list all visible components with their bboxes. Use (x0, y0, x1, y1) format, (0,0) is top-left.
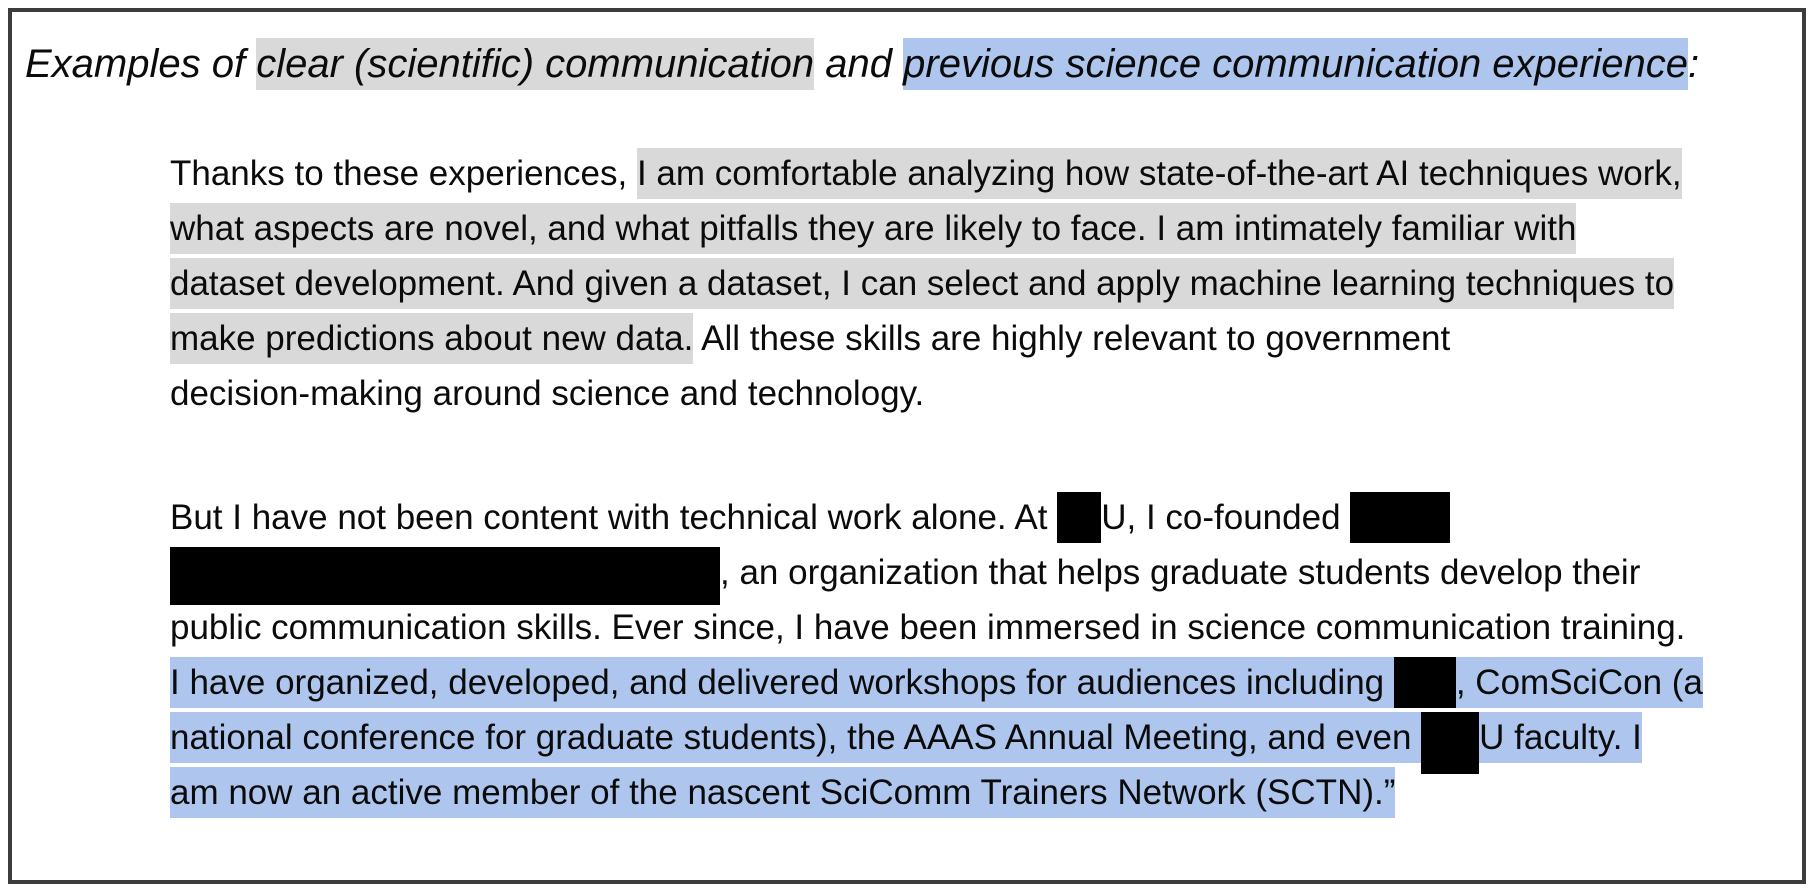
text-segment: U, I co-founded (1101, 498, 1351, 537)
text-segment: Examples of (25, 42, 257, 86)
text-line (170, 710, 1703, 765)
document-heading (25, 38, 1699, 90)
text-line (170, 201, 1703, 256)
text-segment: , ComSciCon (a (1456, 657, 1703, 708)
text-line (170, 366, 1703, 421)
text-segment: U faculty. I (1479, 712, 1642, 763)
text-segment: decision-making around science and technology. (170, 374, 925, 413)
text-segment: All these skills are highly relevant to government (693, 319, 1451, 358)
text-line (170, 311, 1703, 366)
text-segment: , an organization that helps graduate students develop their (720, 553, 1641, 592)
text-line (170, 655, 1703, 710)
text-line (170, 545, 1703, 600)
text-segment: : (1687, 42, 1700, 86)
text-segment: national conference for graduate students), the AAAS Annual Meeting, and even (170, 712, 1421, 763)
text-segment: Thanks to these experiences, (170, 154, 637, 193)
redaction-box (170, 547, 720, 605)
text-line (170, 256, 1703, 311)
text-line (170, 490, 1703, 545)
text-segment: what aspects are novel, and what pitfalls they are likely to face. I am intimately familiar with (170, 203, 1576, 254)
text-segment: clear (scientific) communication (256, 38, 814, 90)
redaction-box (1394, 657, 1456, 708)
text-segment: make predictions about new data. (170, 313, 693, 364)
document-body (170, 146, 1703, 820)
redaction-box (1350, 492, 1450, 543)
text-segment: But I have not been content with technical work alone. At (170, 498, 1058, 537)
text-segment: I am comfortable analyzing how state-of-the-art AI techniques work, (637, 148, 1682, 199)
text-segment: and (814, 42, 904, 86)
text-segment: public communication skills. Ever since, I have been immersed in science communication training. (170, 608, 1686, 647)
text-segment: previous science communication experience (903, 38, 1688, 90)
paragraph (170, 490, 1703, 820)
text-segment: am now an active member of the nascent SciComm Trainers Network (SCTN).” (170, 767, 1395, 818)
text-segment: I have organized, developed, and delivered workshops for audiences including (170, 657, 1394, 708)
redaction-box (1057, 492, 1101, 543)
text-line (170, 146, 1703, 201)
text-segment: dataset development. And given a dataset, I can select and apply machine learning techniques to (170, 258, 1674, 309)
redaction-box (1421, 712, 1479, 774)
text-line (170, 600, 1703, 655)
paragraph (170, 146, 1703, 421)
